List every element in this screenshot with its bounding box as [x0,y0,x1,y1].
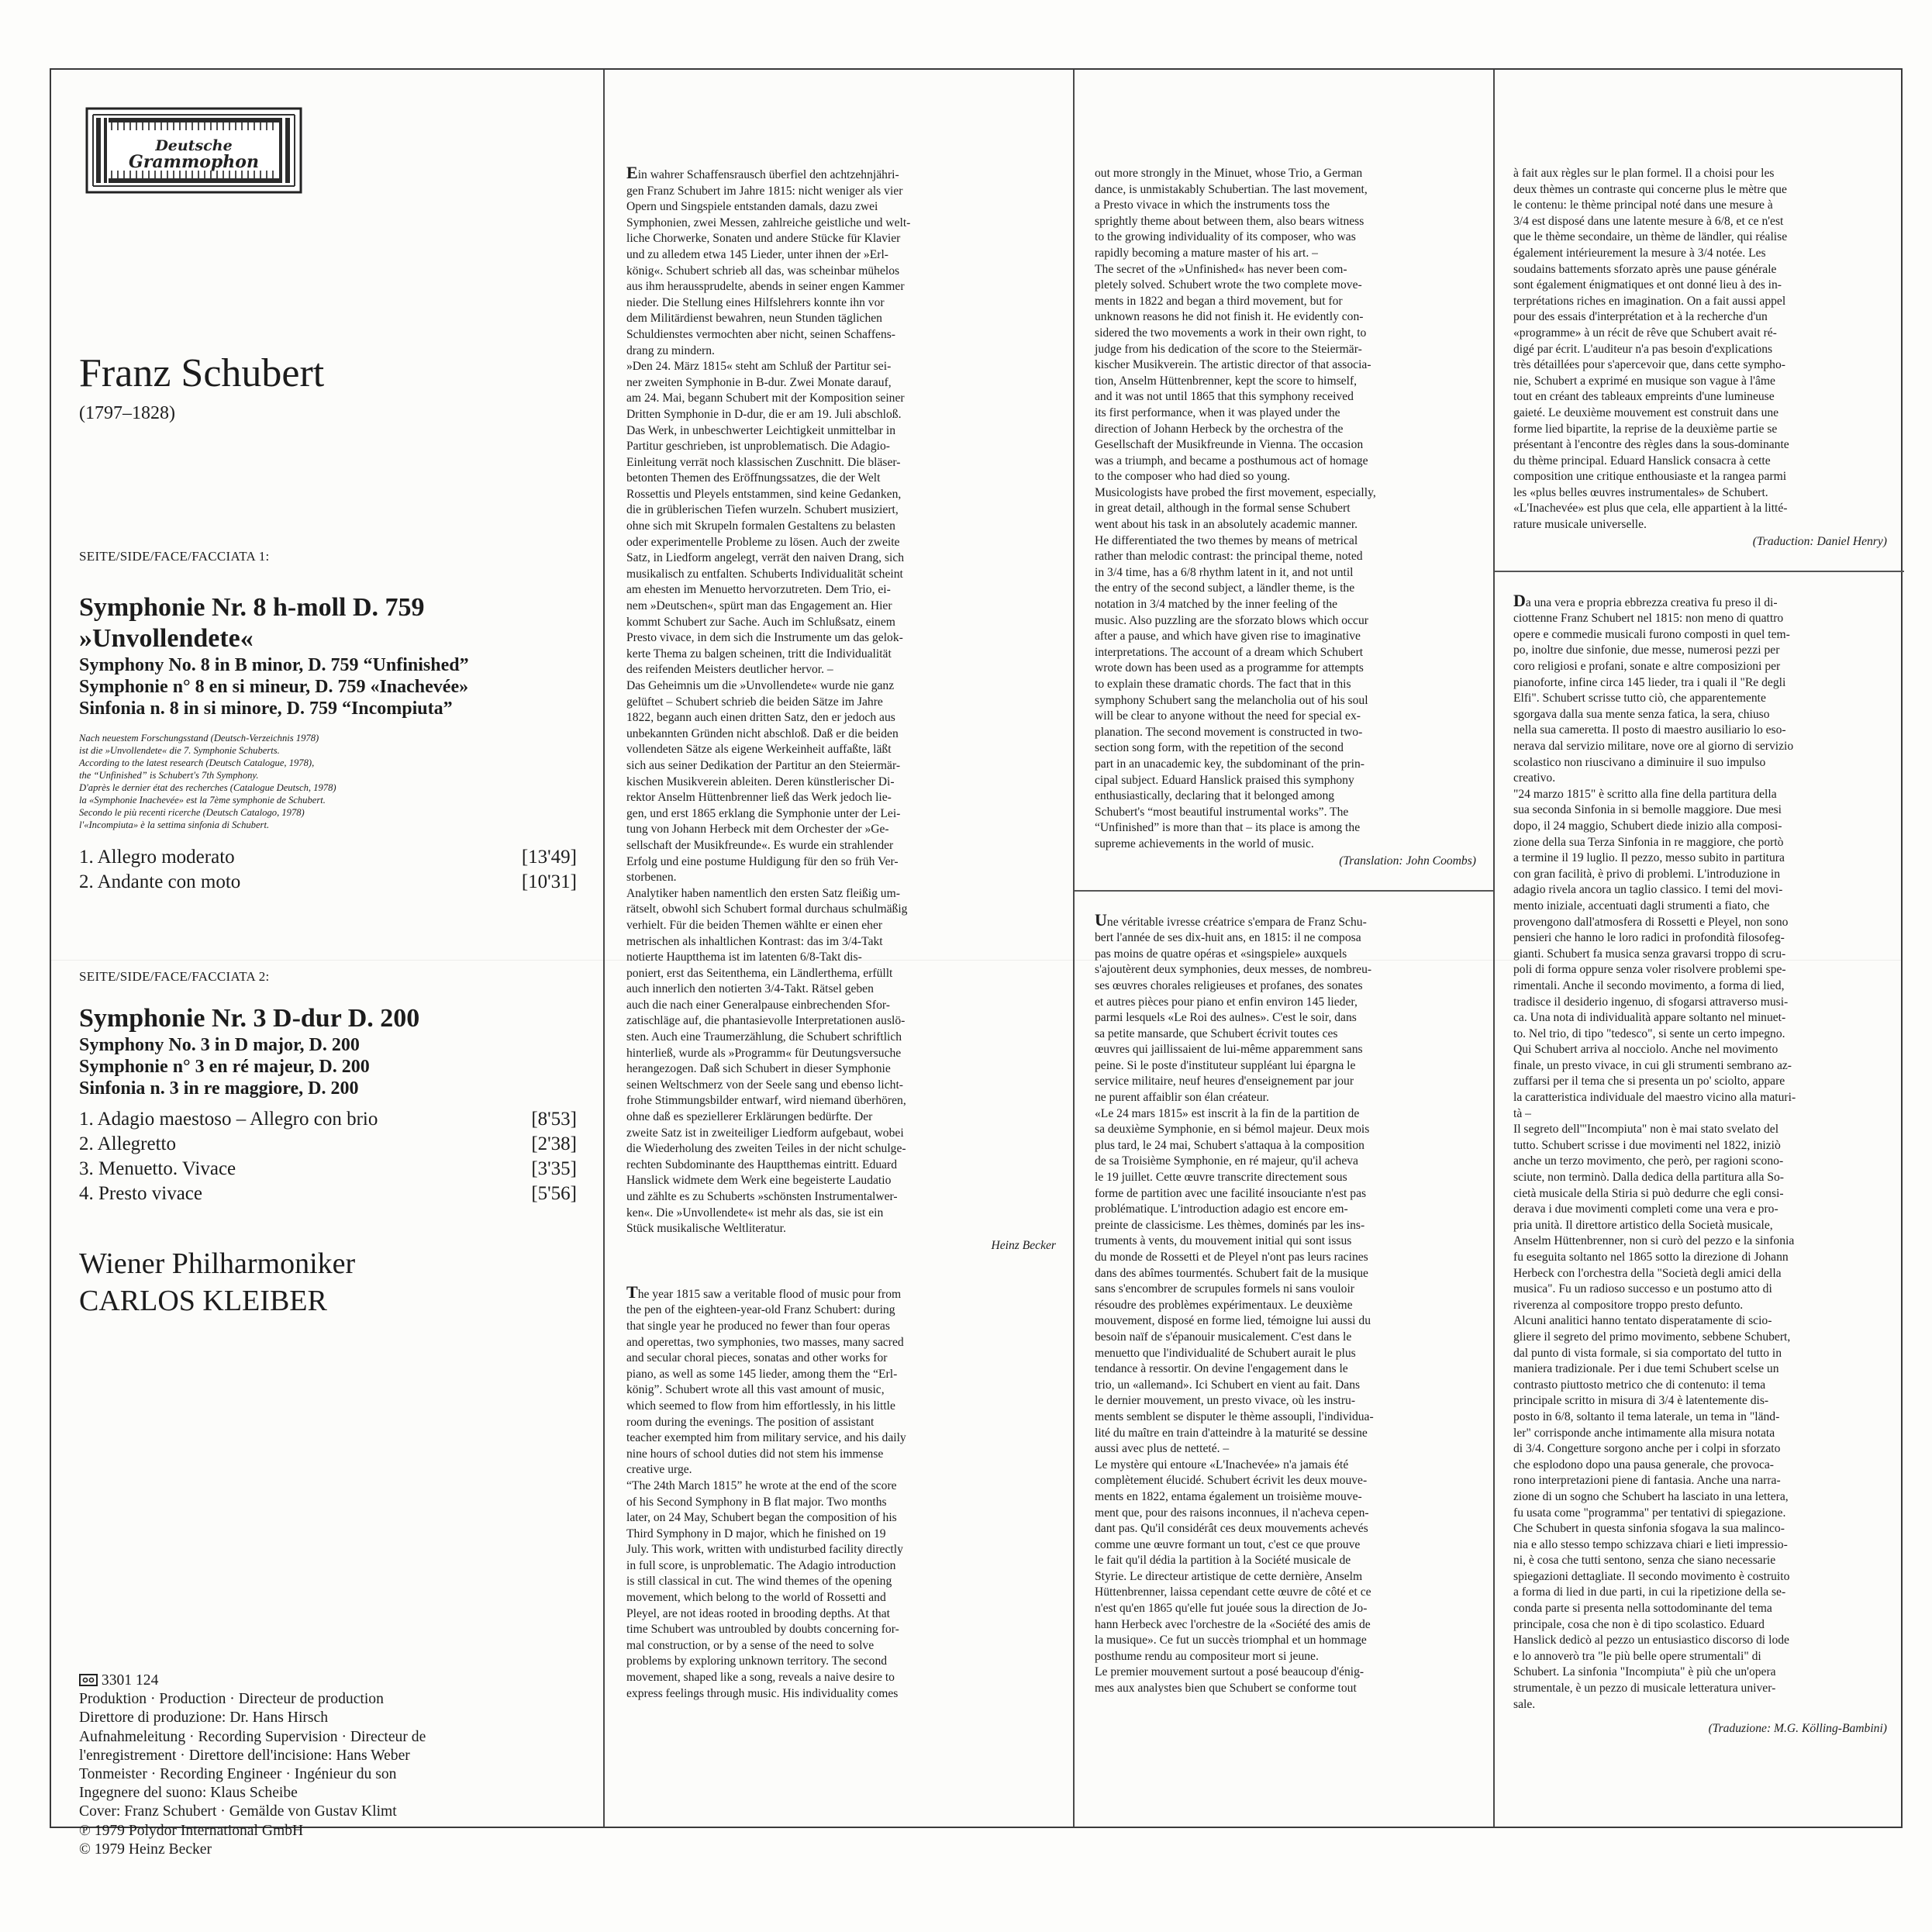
track-duration: [13'49] [521,847,577,868]
conductor-name: CARLOS KLEIBER [79,1285,327,1317]
english-text-part1: he year 1815 saw a veritable flood of music pour from the pen of the eighteen-year-old Franz Schubert: during that single year he produced no fewer than four operas and operettas, two symphonies, two masses, many sacred and secular choral pieces, sonatas and other works for piano, as well as some 145 lieder, among them the “Erl- könig”. Schubert wrote all this vast amount of music, which seemed to flow from him effortlessly, in his little room during the evenings. The position of assistant teacher exempted him from military service, and his daily nine hours of school duties did not stem his immense creative urge. “The 24th March 1815” he wrote at the end of the score of his Second Symphony in B flat major. Two months later, on 24 May, Schubert began the composition of his Third Symphony in D major, which he finished on 19 July. This work, written with undisturbed facility directly in full score, is unproblematic. The Adagio introduction is still classical in cut. The wind themes of the opening movement, which belong to the world of Rossetti and Pleyel, are not ideas rooted in brooding depths. At that time Schubert was untroubled by doubts concerning for- mal construction, or by a sense of the need to solve problems by exploring unknown territory. The second movement, shaped like a song, reveals a naive desire to express feelings through music. His individuality comes [626,1287,906,1700]
english-translator: (Translation: John Coombs) [1339,854,1476,868]
phonogram-copyright: ℗ 1979 Polydor International GmbH [79,1822,304,1839]
track-row [79,1132,577,1157]
composer-dates: (1797–1828) [79,403,175,423]
side-1-work-title: Symphonie Nr. 8 h-moll D. 759 [79,593,425,622]
deutsche-grammophon-logo [85,107,302,194]
german-english-column [605,70,1073,1827]
svg-text:Grammophon: Grammophon [129,152,259,172]
text-copyright: © 1979 Heinz Becker [79,1841,212,1858]
side-2-label: SEITE/SIDE/FACE/FACCIATA 2: [79,969,270,984]
french-text-part1: ne véritable ivresse créatrice s'empara de Franz Schu- bert l'année de ses dix-huit ans, en 1815: il ne composa pas moins de quatre opéras et «singspiele» auxquels s'ajoutèrent deux symphonies, deux messes, de nombreu- ses œuvres chorales religieuses et profanes, des sonates et autres pièces pour piano et enfin environ 145 lieder, parmi lesquels «Le Roi des aulnes». C'est le soir, dans sa petite mansarde, que Schubert écrivit toutes ces œuvres qui jaillissaient de lui-même apparemment sans peine. Si le poste d'instituteur suppléant lui épargna le service militaire, neuf heures d'enseignement par jour ne purent affaiblir son élan créateur. «Le 24 mars 1815» est inscrit à la fin de la partition de sa deuxième Symphonie, en si bémol majeur. Deux mois plus tard, le 24 mai, Schubert s'attaqua à la composition de sa Troisième Symphonie, en ré majeur, qu'il acheva le 19 juillet. Cette œuvre transcrite directement sous forme de partition avec une facilité insouciante n'est pas problématique. L'introduction adagio est encore em- preinte de classicisme. Les thèmes, dominés par les ins- truments à vents, du mouvement initial qui sont issus du monde de Rossetti et de Pleyel n'ont pas leurs racines dans des abîmes tourmentés. Schubert fait de la musique sans s'encombrer de scrupules formels ni sans vouloir résoudre des problèmes expérimentaux. Le deuxième mouvement, disposé en forme lied, témoigne lui aussi du besoin naïf de s'épanouir musicalement. C'est dans le menuetto que l'individualité de Schubert aurait le plus tendance à ressortir. On devine l'engagement dans le trio, un «allemand». Ici Schubert en vient au fait. Dans le dernier mouvement, un presto vivace, où les instru- ments semblent se disputer le thème assoupli, l'individua- lité du maître en train d'atteindre à la maturité se dessine aussi avec plus de netteté. – Le mystère qui entoure «L'Inachevée» n'a jamais été complètement élucidé. Schubert écrivit les deux mouve- ments en 1822, entama également un troisième mouve- ment que, pour des raisons inconnues, il n'acheva cepen- dant pas. Qu'il considérât ces deux mouvements achevés comme une œuvre formant un tout, c'est ce que prouve le fait qu'il dédia la partition à la Société musicale de Styrie. Le directeur artistique de cette dernière, Anselm Hüttenbrenner, laissa cependant cette œuvre de côté et ce n'est qu'en 1865 qu'elle fut jouée sous la direction de Jo- hann Herbeck avec l'orchestre de la «Société des amis de la musique». Ce fut un succès triomphal et un hommage posthume rendu au compositeur mort si jeune. Le premier mouvement surtout a posé beaucoup d'énig- mes aux analystes bien que Schubert se conforme tout [1095,915,1374,1696]
french-italian-column [1495,70,1904,1827]
italian-notes [1513,590,1887,1713]
track-title: 4. Presto vivace [79,1183,202,1204]
track-row [79,870,577,895]
side-1-work-nickname: »Unvollendete« [79,624,254,653]
catalogue-number-row [79,1672,588,1690]
track-title: 3. Menuetto. Vivace [79,1158,236,1179]
catalogue-note-it: Secondo le più recenti ricerche (Deutsch Catalogo, 1978) l'«Incompiuta» è la settima sinfonia di Schubert. [79,807,305,830]
catalogue-note-fr: D'après le dernier état des recherches (Catalogue Deutsch, 1978) la «Symphonie Inachevée» est la 7ème symphonie de Schubert. [79,782,336,806]
credit-line: Aufnahmeleitung · Recording Supervision · Directeur de [79,1728,426,1745]
drop-initial: T [626,1282,638,1302]
italian-translator: (Traduzione: M.G. Kölling-Bambini) [1708,1722,1887,1736]
drop-initial: E [626,163,638,182]
side-2-work-title: Symphonie Nr. 3 D-dur D. 200 [79,1004,420,1033]
credit-line: Ingegnere del suono: Klaus Scheibe [79,1785,298,1802]
track-row [79,845,577,870]
track-duration: [3'35] [531,1158,577,1179]
track-title: 1. Allegro moderato [79,847,235,868]
track-title: 2. Andante con moto [79,871,241,892]
credit-line: Cover: Franz Schubert · Gemälde von Gustav Klimt [79,1803,397,1820]
svg-text:Deutsche: Deutsche [155,137,233,154]
side-2-title-en: Symphony No. 3 in D major, D. 200 [79,1035,360,1055]
credit-line: Produktion · Production · Directeur de production [79,1691,384,1708]
french-translator: (Traduction: Daniel Henry) [1752,534,1887,548]
catalogue-note-de: Nach neuestem Forschungsstand (Deutsch-Verzeichnis 1978) ist die »Unvollendete« die 7. Symphonie Schuberts. [79,733,319,756]
french-text-part2: à fait aux règles sur le plan formel. Il a choisi pour les deux thèmes un contraste qui concerne plus le mètre que le contenu: le thème principal noté dans une mesure à 3/4 est disposé dans une latente mesure à 6/8, et ce n'est que le thème secondaire, un thème de ländler, qui réalise également intérieurement la mesure à 3/4 notée. Les soudains battements sforzato après une pause générale sont également énigmatiques et ont donné lieu à des in- terprétations riches en imagination. On a fait aussi appel pour des essais d'interprétation et à la recherche d'un «programme» à un récit de rêve que Schubert avait ré- digé par écrit. L'auditeur n'a pas besoin d'explications très détaillées pour s'apercevoir que, dans cette sympho- nie, Schubert a exprimé en musique son vague à l'âme tout en créant des tableaux empreints d'une lumineuse gaieté. Le deuxième mouvement est construit dans une forme lied bipartite, la reprise de la deuxième partie se présentant à l'encontre des règles dans la sous-dominante du thème principal. Eduard Hanslick consacra à cette composition une critique enthousiaste et la rangea parmi les «plus belles œuvres instrumentales» de Schubert. «L'Inachevée» est plus que cela, elle appartient à la litté- rature musicale universelle. [1513,167,1789,532]
cassette-icon [79,1674,98,1686]
track-row [79,1157,577,1182]
track-title: 2. Allegretto [79,1133,176,1154]
german-author: Heinz Becker [991,1238,1056,1252]
track-row [79,1107,577,1132]
side-1-label: SEITE/SIDE/FACE/FACCIATA 1: [79,549,270,564]
track-row [79,1182,577,1206]
drop-initial: D [1513,590,1526,610]
italian-text: a una vera e propria ebbrezza creativa fu preso il di- ciottenne Franz Schubert nel 1815: non meno di quattro opere e commedie musicali furono composti in quel tem- po, inoltre due sinfonie, due messe, numerosi pezzi per coro religiosi e profani, sonate e altre composizioni per pianoforte, infine circa 145 lieder, tra i quali il "Re degli Elfi". Schubert scrisse tutto ciò, che apparentemente sgorgava dalla sua mente senza fatica, la sera, chiuso nella sua cameretta. Il posto di maestro ausiliario lo eso- nerava dal servizio militare, nove ore al giorno di servizio scolastico non riuscivano a diminuire il suo impulso creativo. "24 marzo 1815" è scritto alla fine della partitura della sua seconda Sinfonia in si bemolle maggiore. Due mesi dopo, il 24 maggio, Schubert diede inizio alla composi- zione della sua Terza Sinfonia in re maggiore, che portò a termine il 19 luglio. Il pezzo, messo subito in partitura con gran facilità, è privo di problemi. L'introduzione in adagio rivela ancora un taglio classico. I temi del movi- mento iniziale, accentuati dagli strumenti a fiato, che provengono dall'atmosfera di Rossetti e Pleyel, non sono pensieri che hanno le loro radici in profondità filosofeg- gianti. Schubert fa musica senza gravarsi troppo di scru- poli di forma oppure senza voler risolvere problemi spe- rimentali. Anche il secondo movimento, a forma di lied, tradisce il desiderio ingenuo, di sfogarsi attraverso musi- ca. Una nota di individualità appare soltanto nel minuet- to. Nel trio, di tipo "tedesco", si sente un certo impegno. Qui Schubert arriva al nocciolo. Anche nel movimento finale, un presto vivace, in cui gli strumenti sembrano az- zuffarsi per il tema che si presenta un po' sciolto, appare la caratteristica individuale del maestro vicino alla maturi- tà – Il segreto dell'"Incompiuta" non è mai stato svelato del tutto. Schubert scrisse i due movimenti nel 1822, iniziò anche un terzo movimento, che però, per ragioni scono- sciute, non terminò. Dalla dedica della partitura alla So- cietà musicale della Stiria si può dedurre che egli consi- derava i due movimenti completi come una vera e pro- pria unità. Il direttore artistico della Società musicale, Anselm Hüttenbrenner, non si curò del pezzo e la sinfonia fu eseguita soltanto nel 1865 sotto la direzione di Johann Herbeck con l'orchestra della "Società degli amici della musica". Fu un radioso successo e un postumo atto di riverenza al compositore troppo presto defunto. Alcuni analitici hanno tentato disperatamente di scio- gliere il segreto del primo movimento, sebbene Schubert, dal punto di vista formale, si sia comportato del tutto in maniera tradizionale. Per i due temi Schubert scelse un contrasto piuttosto metrico che di contenuto: il tema principale scritto in misura di 3/4 è latentemente dis- posto in 6/8, soltanto il tema laterale, un tema in "länd- ler" corrisponde anche intimamente alla misura notata di 3/4. Congetture sorgono anche per i colpi in sforzato che esplodono dopo una pausa generale, che provoca- rono interpretazioni piene di fantasia. Anche una narra- zione di un sogno che Schubert ha lasciato in una lettera, fu usata come "programma" per tentativi di spiegazione. Che Schubert in questa sinfonia sfogava la sua malinco- nia e allo stesso tempo schizzava chiari e lieti impressio- ni, è cosa che tutti sentono, senza che siano necessarie spiegazioni dettagliate. Il secondo movimento è costruito a forma di lied in due parti, in cui la ripetizione della se- conda parte si presenta nella sottodominante del tema principale, cosa che non è di tipo scolastico. Eduard Hanslick dedicò al pezzo un entusiastico discorso di lode e lo annoverò tra "le più belle opere strumentali" di Schubert. La sinfonia "Incompiuta" è più che un'opera strumentale, è un pezzo di musicale letteratura univer- sale. [1513,595,1796,1711]
german-text: in wahrer Schaffensrausch überfiel den achtzehnjähri- gen Franz Schubert im Jahre 1815: nicht weniger als vier Opern und Singspiele entstanden damals, dazu zwei Symphonien, zwei Messen, zahlreiche geistliche und welt- liche Chorwerke, Sonaten und andere Stücke für Klavier und zu alledem etwa 145 Lieder, unter ihnen der »Erl- könig«. Schubert schrieb all das, was scheinbar mühelos aus ihm heraussprudelte, abends in seiner engen Kammer nieder. Die Stellung eines Hilfslehrers konnte ihn vor dem Militärdienst bewahren, neun Stunden täglichen Schuldienstes vermochten aber nicht, seinen Schaffens- drang zu mindern. »Den 24. März 1815« steht am Schluß der Partitur sei- ner zweiten Symphonie in B-dur. Zwei Monate darauf, am 24. Mai, begann Schubert mit der Komposition seiner Dritten Symphonie in D-dur, die er am 19. Juli abschloß. Das Werk, in unbeschwerter Leichtigkeit unmittelbar in Partitur geschrieben, ist unproblematisch. Die Adagio- Einleitung verrät noch klassischen Zuschnitt. Die bläser- betonten Themen des Eröffnungssatzes, die der Welt Rossettis und Pleyels entstammen, sind keine Gedanken, die in grüblerischen Tiefen wurzeln. Schubert musiziert, ohne sich mit Skrupeln formalen Gestaltens zu belasten oder experimentelle Probleme zu lösen. Auch der zweite Satz, in Liedform angelegt, verrät den naiven Drang, sich musikalisch zu entfalten. Schuberts Individualität scheint am ehesten im Menuetto hervorzutreten. Dem Trio, ei- nem »Deutschen«, spürt man das Engagement an. Hier kommt Schubert zur Sache. Auch im Schlußsatz, einem Presto vivace, in dem sich die Instrumente um das gelok- kerte Thema zu balgen scheinen, tritt die Individualität des reifenden Meisters deutlicher hervor. – Das Geheimnis um die »Unvollendete« wurde nie ganz gelüftet – Schubert schrieb die beiden Sätze im Jahre 1822, begann auch einen dritten Satz, den er jedoch aus unbekannten Gründen nicht abschloß. Daß er die beiden vollendeten Sätze als eigene Werkeinheit auffaßte, läßt sich aus seiner Dedikation der Partitur an den Steiermär- kischen Musikverein ableiten. Deren künstlerischer Di- rektor Anselm Hüttenbrenner ließ das Werk jedoch lie- gen, und erst 1865 erklang die Symphonie unter der Lei- tung von Johann Herbeck mit dem Orchester der »Ge- sellschaft der Musikfreunde«. Es wurde ein strahlender Erfolg und eine postume Huldigung für den so früh Ver- storbenen. Analytiker haben namentlich den ersten Satz fleißig um- rätselt, obwohl sich Schubert formal durchaus schulmäßig verhielt. Für die beiden Themen wählte er einen eher metrischen als inhaltlichen Kontrast: das im 3/4-Takt notierte Hauptthema ist im latenten 6/8-Takt dis- poniert, erst das Seitenthema, ein Ländlerthema, erfüllt auch innerlich den notierten 3/4-Takt. Rätsel geben auch die nach einer Generalpause einbrechenden Sfor- zatischläge auf, die phantasievolle Interpretationen auslö- sten. Auch eine Traumerzählung, die Schubert schriftlich hinterließ, wurde als »Programm« für Deutungsversuche herangezogen. Daß sich Schubert in dieser Symphonie seinen Weltschmerz von der Seele sang und ebenso licht- frohe Stimmungsbilder entwarf, wird niemand überhören, ohne daß es speziellerer Erklärungen bedürfte. Der zweite Satz ist in zweiteiliger Liedform aufgebaut, wobei die Wiederholung des zweiten Teiles in der nicht schulge- rechten Subdominante des Hauptthemas eintritt. Eduard Hanslick widmete dem Werk eine begeisterte Laudatio und zählte es zu Schuberts »schönsten Instrumentalwer- ken«. Die »Unvollendete« ist mehr als das, sie ist ein Stück musikalische Weltliteratur. [626,168,911,1236]
credit-line: Tonmeister · Recording Engineer · Ingénieur du son [79,1766,397,1783]
side-2-title-fr: Symphonie n° 3 en ré majeur, D. 200 [79,1057,370,1077]
liner-notes-sheet [50,68,1903,1858]
english-french-column [1075,70,1493,1827]
track-duration: [10'31] [521,871,577,892]
side-1-title-it: Sinfonia n. 8 in si minore, D. 759 “Incompiuta” [79,699,453,719]
german-notes [626,163,1056,1237]
side-2-block [79,969,577,1320]
side-1-title-fr: Symphonie n° 8 en si mineur, D. 759 «Inachevée» [79,677,469,697]
title-column [51,70,603,1858]
side-1-block [79,549,577,895]
track-title: 1. Adagio maestoso – Allegro con brio [79,1109,378,1130]
english-notes-start [626,1282,1056,1702]
section-rule [1075,890,1493,892]
credit-line: l'enregistrement · Direttore dell'incisione: Hans Weber [79,1747,410,1764]
english-text-part2: out more strongly in the Minuet, whose Trio, a German dance, is unmistakably Schubertian. The last movement, a Presto vivace in which the instruments toss the sprightly theme about between them, also bears witness to the growing individuality of its composer, who was rapidly becoming a mature master of his art. – The secret of the »Unfinished« has never been com- pletely solved. Schubert wrote the two complete move- ments in 1822 and began a third movement, but for unknown reasons he did not finish it. He evidently con- sidered the two movements a work in their own right, to judge from his dedication of the score to the Steiermär- kischer Musikverein. The artistic director of that associa- tion, Anselm Hüttenbrenner, kept the score to himself, and it was not until 1865 that this symphony received its first performance, when it was played under the direction of Johann Herbeck by the orchestra of the Gesellschaft der Musikfreunde in Vienna. The occasion was a triumph, and became a posthumous act of homage to the composer who had died so young. Musicologists have probed the first movement, especially, in great detail, although in the formal sense Schubert went about his task in an absolutely academic manner. He differentiated the two themes by means of metrical rather than melodic contrast: the principal theme, noted in 3/4 time, has a 6/8 rhythm latent in it, and not until the entry of the second subject, a ländler theme, is the notation in 3/4 matched by the inner feeling of the music. Also puzzling are the sforzato blows which occur after a pause, and which have given rise to imaginative interpretations. The account of a dream which Schubert wrote down has been used as a programme for attempts to explain these dramatic chords. The fact that in this symphony Schubert sang the melancholia out of his soul will be clear to anyone without the need for special ex- planation. The second movement is constructed in two- section song form, with the repetition of the second part in an unacademic key, the subdominant of the prin- cipal subject. Eduard Hanslick praised this symphony enthusiastically, declaring that it belonged among Schubert's “most beautiful instrumental works”. The “Unfinished” is more than that – its place is among the supreme achievements in the world of music. [1095,167,1376,850]
side-2-title-it: Sinfonia n. 3 in re maggiore, D. 200 [79,1078,359,1099]
side-1-title-en: Symphony No. 8 in B minor, D. 759 “Unfinished” [79,655,469,675]
french-notes-start [1095,909,1476,1697]
section-rule [1495,571,1904,572]
track-duration: [5'56] [531,1183,577,1204]
track-duration: [8'53] [531,1109,577,1130]
orchestra-name: Wiener Philharmoniker [79,1247,356,1280]
catalogue-number: 3301 124 [101,1672,159,1689]
catalogue-note-en: According to the latest research (Deutsch Catalogue, 1978), the “Unfinished” is Schubert's 7th Symphony. [79,757,315,781]
track-duration: [2'38] [531,1133,577,1154]
credit-line: Direttore di produzione: Dr. Hans Hirsch [79,1709,329,1727]
drop-initial: U [1095,909,1107,930]
composer-name: Franz Schubert [79,351,325,395]
production-credits [79,1672,588,1859]
